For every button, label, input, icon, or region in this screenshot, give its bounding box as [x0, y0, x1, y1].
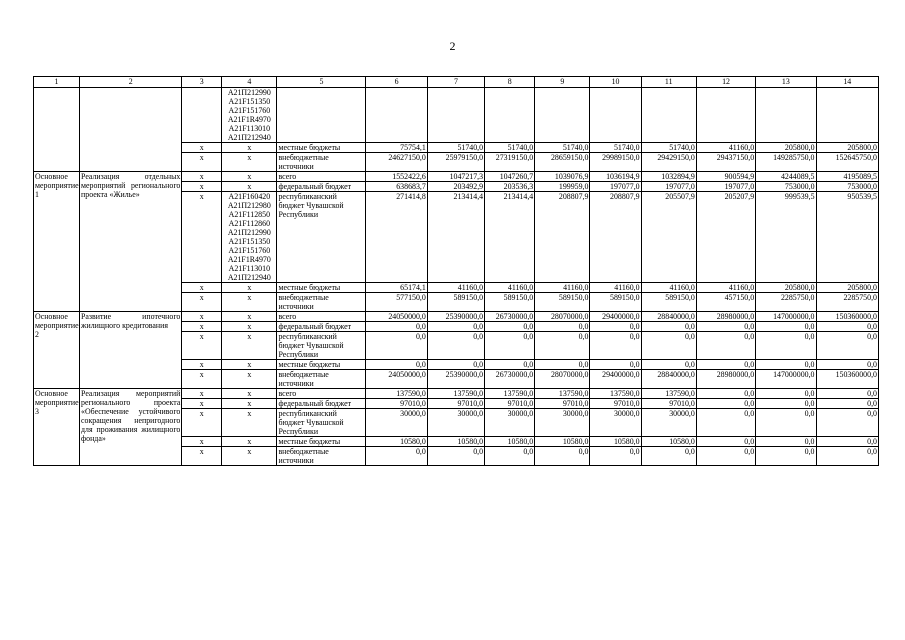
column-number: 10 [590, 77, 641, 88]
table-row [34, 312, 879, 322]
amount-cell: 10580,0 [590, 437, 641, 447]
funding-source: местные бюджеты [277, 437, 366, 447]
amount-cell: 0,0 [696, 409, 755, 437]
amount-cell: 41160,0 [696, 143, 755, 153]
group-name [34, 88, 80, 172]
budget-code: A21П212980 [227, 201, 271, 210]
funding-source: внебюджетные источники [277, 153, 366, 172]
column-number: 3 [182, 77, 222, 88]
amount-cell: 1552422,6 [366, 172, 427, 182]
code-col4: х [222, 182, 277, 192]
amount-cell: 205800,0 [756, 143, 816, 153]
amount-cell: 51740,0 [641, 143, 696, 153]
amount-cell: 29437150,0 [696, 153, 755, 172]
amount-cell: 29429150,0 [641, 153, 696, 172]
budget-code: A21F112860 [228, 219, 271, 228]
column-number: 9 [535, 77, 590, 88]
budget-code: A21F1R4970 [227, 255, 271, 264]
code-col3: х [182, 447, 222, 466]
funding-source: республиканский бюджет Чувашской Республики [277, 332, 366, 360]
funding-source: всего [277, 172, 366, 182]
amount-cell: 0,0 [485, 447, 535, 466]
amount-cell: 0,0 [696, 332, 755, 360]
amount-cell: 65174,1 [366, 283, 427, 293]
amount-cell: 30000,0 [590, 409, 641, 437]
code-col4: х [222, 409, 277, 437]
amount-cell: 0,0 [816, 409, 878, 437]
amount-cell: 0,0 [756, 389, 816, 399]
budget-code: A21П212940 [227, 133, 271, 142]
amount-cell: 26730000,0 [485, 312, 535, 322]
amount-cell: 900594,9 [696, 172, 755, 182]
amount-cell: 41160,0 [535, 283, 590, 293]
funding-source: федеральный бюджет [277, 399, 366, 409]
code-col3: х [182, 293, 222, 312]
amount-cell: 0,0 [485, 360, 535, 370]
amount-cell: 51740,0 [590, 143, 641, 153]
amount-cell: 0,0 [485, 332, 535, 360]
amount-cell: 0,0 [756, 447, 816, 466]
amount-cell: 149285750,0 [756, 153, 816, 172]
column-number: 7 [427, 77, 484, 88]
amount-cell: 41160,0 [485, 283, 535, 293]
amount-cell: 152645750,0 [816, 153, 878, 172]
code-col3: х [182, 182, 222, 192]
column-number: 14 [816, 77, 878, 88]
funding-source: внебюджетные источники [277, 370, 366, 389]
code-col4: х [222, 332, 277, 360]
amount-cell: 25390000,0 [427, 370, 484, 389]
code-col4: х [222, 399, 277, 409]
code-col3: х [182, 370, 222, 389]
group-name: Основное мероприятие 3 [34, 389, 80, 466]
amount-cell: 457150,0 [696, 293, 755, 312]
amount-cell: 197077,0 [696, 182, 755, 192]
column-numbers-row [34, 77, 879, 88]
amount-cell: 4195089,5 [816, 172, 878, 182]
amount-cell: 0,0 [756, 332, 816, 360]
code-col3: х [182, 389, 222, 399]
amount-cell: 271414,8 [366, 192, 427, 283]
amount-cell: 0,0 [756, 322, 816, 332]
budget-code: A21F112850 [228, 210, 271, 219]
funding-source: всего [277, 312, 366, 322]
amount-cell: 0,0 [696, 322, 755, 332]
amount-cell: 0,0 [366, 322, 427, 332]
code-col3: х [182, 399, 222, 409]
amount-cell [696, 88, 755, 143]
amount-cell: 205800,0 [816, 143, 878, 153]
code-col4: х [222, 172, 277, 182]
amount-cell: 137590,0 [366, 389, 427, 399]
amount-cell: 97010,0 [535, 399, 590, 409]
amount-cell [816, 88, 878, 143]
amount-cell: 753000,0 [756, 182, 816, 192]
amount-cell: 197077,0 [590, 182, 641, 192]
amount-cell: 0,0 [816, 389, 878, 399]
funding-source: федеральный бюджет [277, 182, 366, 192]
amount-cell: 2285750,0 [816, 293, 878, 312]
amount-cell: 1039076,9 [535, 172, 590, 182]
amount-cell [756, 88, 816, 143]
budget-codes-cell [222, 88, 277, 143]
amount-cell: 0,0 [535, 360, 590, 370]
amount-cell: 589150,0 [641, 293, 696, 312]
amount-cell: 28980000,0 [696, 312, 755, 322]
column-number: 4 [222, 77, 277, 88]
amount-cell: 30000,0 [427, 409, 484, 437]
group-title: Реализация мероприятий регионального проекта «Обеспечение устойчивого сокращения непригодного для проживания жилищного фонда» [80, 389, 182, 466]
amount-cell: 30000,0 [366, 409, 427, 437]
amount-cell: 51740,0 [427, 143, 484, 153]
amount-cell: 589150,0 [535, 293, 590, 312]
amount-cell: 97010,0 [366, 399, 427, 409]
amount-cell [485, 88, 535, 143]
amount-cell: 24627150,0 [366, 153, 427, 172]
amount-cell: 137590,0 [535, 389, 590, 399]
amount-cell: 28659150,0 [535, 153, 590, 172]
amount-cell: 147000000,0 [756, 370, 816, 389]
amount-cell: 41160,0 [590, 283, 641, 293]
group-name: Основное мероприятие 1 [34, 172, 80, 312]
amount-cell: 0,0 [816, 322, 878, 332]
amount-cell: 1047260,7 [485, 172, 535, 182]
amount-cell: 28980000,0 [696, 370, 755, 389]
code-col3: х [182, 409, 222, 437]
budget-codes-cell [222, 192, 277, 283]
code-col4: х [222, 322, 277, 332]
column-number: 5 [277, 77, 366, 88]
amount-cell: 2285750,0 [756, 293, 816, 312]
page-number: 2 [449, 39, 456, 53]
amount-cell: 0,0 [366, 447, 427, 466]
column-number: 6 [366, 77, 427, 88]
funding-source: республиканский бюджет Чувашской Республики [277, 409, 366, 437]
table-row [34, 88, 879, 143]
amount-cell: 203492,9 [427, 182, 484, 192]
amount-cell: 753000,0 [816, 182, 878, 192]
amount-cell: 213414,4 [485, 192, 535, 283]
amount-cell: 577150,0 [366, 293, 427, 312]
code-col4: х [222, 153, 277, 172]
amount-cell: 30000,0 [485, 409, 535, 437]
amount-cell: 1047217,3 [427, 172, 484, 182]
amount-cell: 0,0 [590, 360, 641, 370]
amount-cell: 0,0 [816, 360, 878, 370]
amount-cell: 0,0 [641, 447, 696, 466]
amount-cell: 0,0 [756, 437, 816, 447]
amount-cell: 24050000,0 [366, 370, 427, 389]
amount-cell: 41160,0 [427, 283, 484, 293]
group-title: Реализация отдельных мероприятий регионального проекта «Жилье» [80, 172, 182, 312]
code-col4: х [222, 370, 277, 389]
amount-cell: 24050000,0 [366, 312, 427, 322]
amount-cell: 203536,3 [485, 182, 535, 192]
amount-cell: 0,0 [485, 322, 535, 332]
amount-cell [641, 88, 696, 143]
funding-source: местные бюджеты [277, 283, 366, 293]
amount-cell: 29989150,0 [590, 153, 641, 172]
amount-cell: 0,0 [756, 360, 816, 370]
amount-cell: 197077,0 [641, 182, 696, 192]
amount-cell: 51740,0 [535, 143, 590, 153]
group-title: Развитие ипотечного жилищного кредитования [80, 312, 182, 389]
amount-cell: 208807,9 [535, 192, 590, 283]
amount-cell: 30000,0 [535, 409, 590, 437]
budget-code: A21F151760 [228, 246, 271, 255]
column-number: 12 [696, 77, 755, 88]
amount-cell: 950539,5 [816, 192, 878, 283]
amount-cell: 0,0 [696, 437, 755, 447]
amount-cell: 97010,0 [590, 399, 641, 409]
amount-cell: 41160,0 [696, 283, 755, 293]
code-col3: х [182, 437, 222, 447]
amount-cell: 0,0 [590, 322, 641, 332]
amount-cell: 0,0 [535, 447, 590, 466]
amount-cell: 205507,9 [641, 192, 696, 283]
amount-cell: 51740,0 [485, 143, 535, 153]
amount-cell: 26730000,0 [485, 370, 535, 389]
amount-cell: 589150,0 [590, 293, 641, 312]
amount-cell: 137590,0 [485, 389, 535, 399]
funding-source: внебюджетные источники [277, 293, 366, 312]
amount-cell: 0,0 [427, 447, 484, 466]
column-number: 2 [80, 77, 182, 88]
budget-code: A21F151760 [228, 106, 271, 115]
amount-cell: 10580,0 [427, 437, 484, 447]
amount-cell: 638683,7 [366, 182, 427, 192]
amount-cell: 0,0 [641, 322, 696, 332]
budget-code: A21F113010 [228, 124, 271, 133]
amount-cell: 0,0 [427, 322, 484, 332]
amount-cell: 999539,5 [756, 192, 816, 283]
amount-cell: 25390000,0 [427, 312, 484, 322]
funding-source: внебюджетные источники [277, 447, 366, 466]
amount-cell: 0,0 [816, 437, 878, 447]
amount-cell: 97010,0 [427, 399, 484, 409]
amount-cell: 137590,0 [641, 389, 696, 399]
code-col3: х [182, 322, 222, 332]
code-col4: х [222, 143, 277, 153]
amount-cell: 199959,0 [535, 182, 590, 192]
table-row [34, 389, 879, 399]
amount-cell: 28070000,0 [535, 370, 590, 389]
amount-cell: 0,0 [696, 399, 755, 409]
amount-cell: 205800,0 [756, 283, 816, 293]
code-col4: х [222, 360, 277, 370]
amount-cell: 0,0 [756, 409, 816, 437]
amount-cell: 150360000,0 [816, 312, 878, 322]
code-col3: х [182, 143, 222, 153]
funding-source: местные бюджеты [277, 143, 366, 153]
column-number: 11 [641, 77, 696, 88]
budget-code: A21F151350 [228, 237, 271, 246]
amount-cell: 28840000,0 [641, 370, 696, 389]
amount-cell: 1036194,9 [590, 172, 641, 182]
amount-cell: 205207,9 [696, 192, 755, 283]
funding-source: федеральный бюджет [277, 322, 366, 332]
code-col4: х [222, 312, 277, 322]
amount-cell [535, 88, 590, 143]
code-col3: х [182, 312, 222, 322]
code-col4: х [222, 389, 277, 399]
amount-cell: 25979150,0 [427, 153, 484, 172]
amount-cell [590, 88, 641, 143]
amount-cell: 30000,0 [641, 409, 696, 437]
amount-cell: 10580,0 [366, 437, 427, 447]
group-title [80, 88, 182, 172]
code-col3: х [182, 153, 222, 172]
amount-cell: 0,0 [535, 332, 590, 360]
funding-source: республиканский бюджет Чувашской Республики [277, 192, 366, 283]
amount-cell: 0,0 [816, 447, 878, 466]
funding-source [277, 88, 366, 143]
amount-cell: 0,0 [696, 389, 755, 399]
code-col3: х [182, 172, 222, 182]
budget-code: A21П212940 [227, 273, 271, 282]
code-col3: х [182, 332, 222, 360]
amount-cell: 0,0 [427, 360, 484, 370]
column-number: 8 [485, 77, 535, 88]
amount-cell: 10580,0 [641, 437, 696, 447]
budget-code: A21F160420 [228, 192, 271, 201]
amount-cell: 0,0 [427, 332, 484, 360]
amount-cell [427, 88, 484, 143]
table-row [34, 172, 879, 182]
amount-cell: 29400000,0 [590, 370, 641, 389]
code-col3: х [182, 192, 222, 283]
amount-cell: 205800,0 [816, 283, 878, 293]
amount-cell: 213414,4 [427, 192, 484, 283]
budget-code: A21П212990 [227, 88, 271, 97]
amount-cell: 1032894,9 [641, 172, 696, 182]
budget-code: A21П212990 [227, 228, 271, 237]
amount-cell: 137590,0 [427, 389, 484, 399]
amount-cell: 0,0 [756, 399, 816, 409]
code-col3: х [182, 283, 222, 293]
amount-cell: 28840000,0 [641, 312, 696, 322]
amount-cell: 589150,0 [485, 293, 535, 312]
amount-cell: 29400000,0 [590, 312, 641, 322]
funding-source: всего [277, 389, 366, 399]
amount-cell: 150360000,0 [816, 370, 878, 389]
amount-cell: 208807,9 [590, 192, 641, 283]
code-col4: х [222, 447, 277, 466]
amount-cell: 0,0 [641, 332, 696, 360]
amount-cell [366, 88, 427, 143]
column-number: 13 [756, 77, 816, 88]
column-number: 1 [34, 77, 80, 88]
amount-cell: 0,0 [696, 360, 755, 370]
group-name: Основное мероприятие 2 [34, 312, 80, 389]
funding-source: местные бюджеты [277, 360, 366, 370]
code-col4: х [222, 437, 277, 447]
amount-cell: 589150,0 [427, 293, 484, 312]
amount-cell: 0,0 [366, 360, 427, 370]
amount-cell: 0,0 [696, 447, 755, 466]
code-col4: х [222, 283, 277, 293]
amount-cell: 10580,0 [485, 437, 535, 447]
amount-cell: 0,0 [535, 322, 590, 332]
amount-cell: 27319150,0 [485, 153, 535, 172]
amount-cell: 41160,0 [641, 283, 696, 293]
amount-cell: 75754,1 [366, 143, 427, 153]
budget-code: A21F1R4970 [227, 115, 271, 124]
financing-table [33, 76, 879, 466]
budget-code: A21F113010 [228, 264, 271, 273]
amount-cell: 10580,0 [535, 437, 590, 447]
amount-cell: 97010,0 [485, 399, 535, 409]
amount-cell: 0,0 [590, 447, 641, 466]
amount-cell: 28070000,0 [535, 312, 590, 322]
amount-cell: 0,0 [816, 332, 878, 360]
amount-cell: 4244089,5 [756, 172, 816, 182]
amount-cell: 0,0 [641, 360, 696, 370]
amount-cell: 147000000,0 [756, 312, 816, 322]
budget-code: A21F151350 [228, 97, 271, 106]
code-col3: х [182, 360, 222, 370]
amount-cell: 0,0 [366, 332, 427, 360]
code-col4: х [222, 293, 277, 312]
amount-cell: 0,0 [590, 332, 641, 360]
amount-cell: 97010,0 [641, 399, 696, 409]
code-col3 [182, 88, 222, 143]
amount-cell: 137590,0 [590, 389, 641, 399]
amount-cell: 0,0 [816, 399, 878, 409]
